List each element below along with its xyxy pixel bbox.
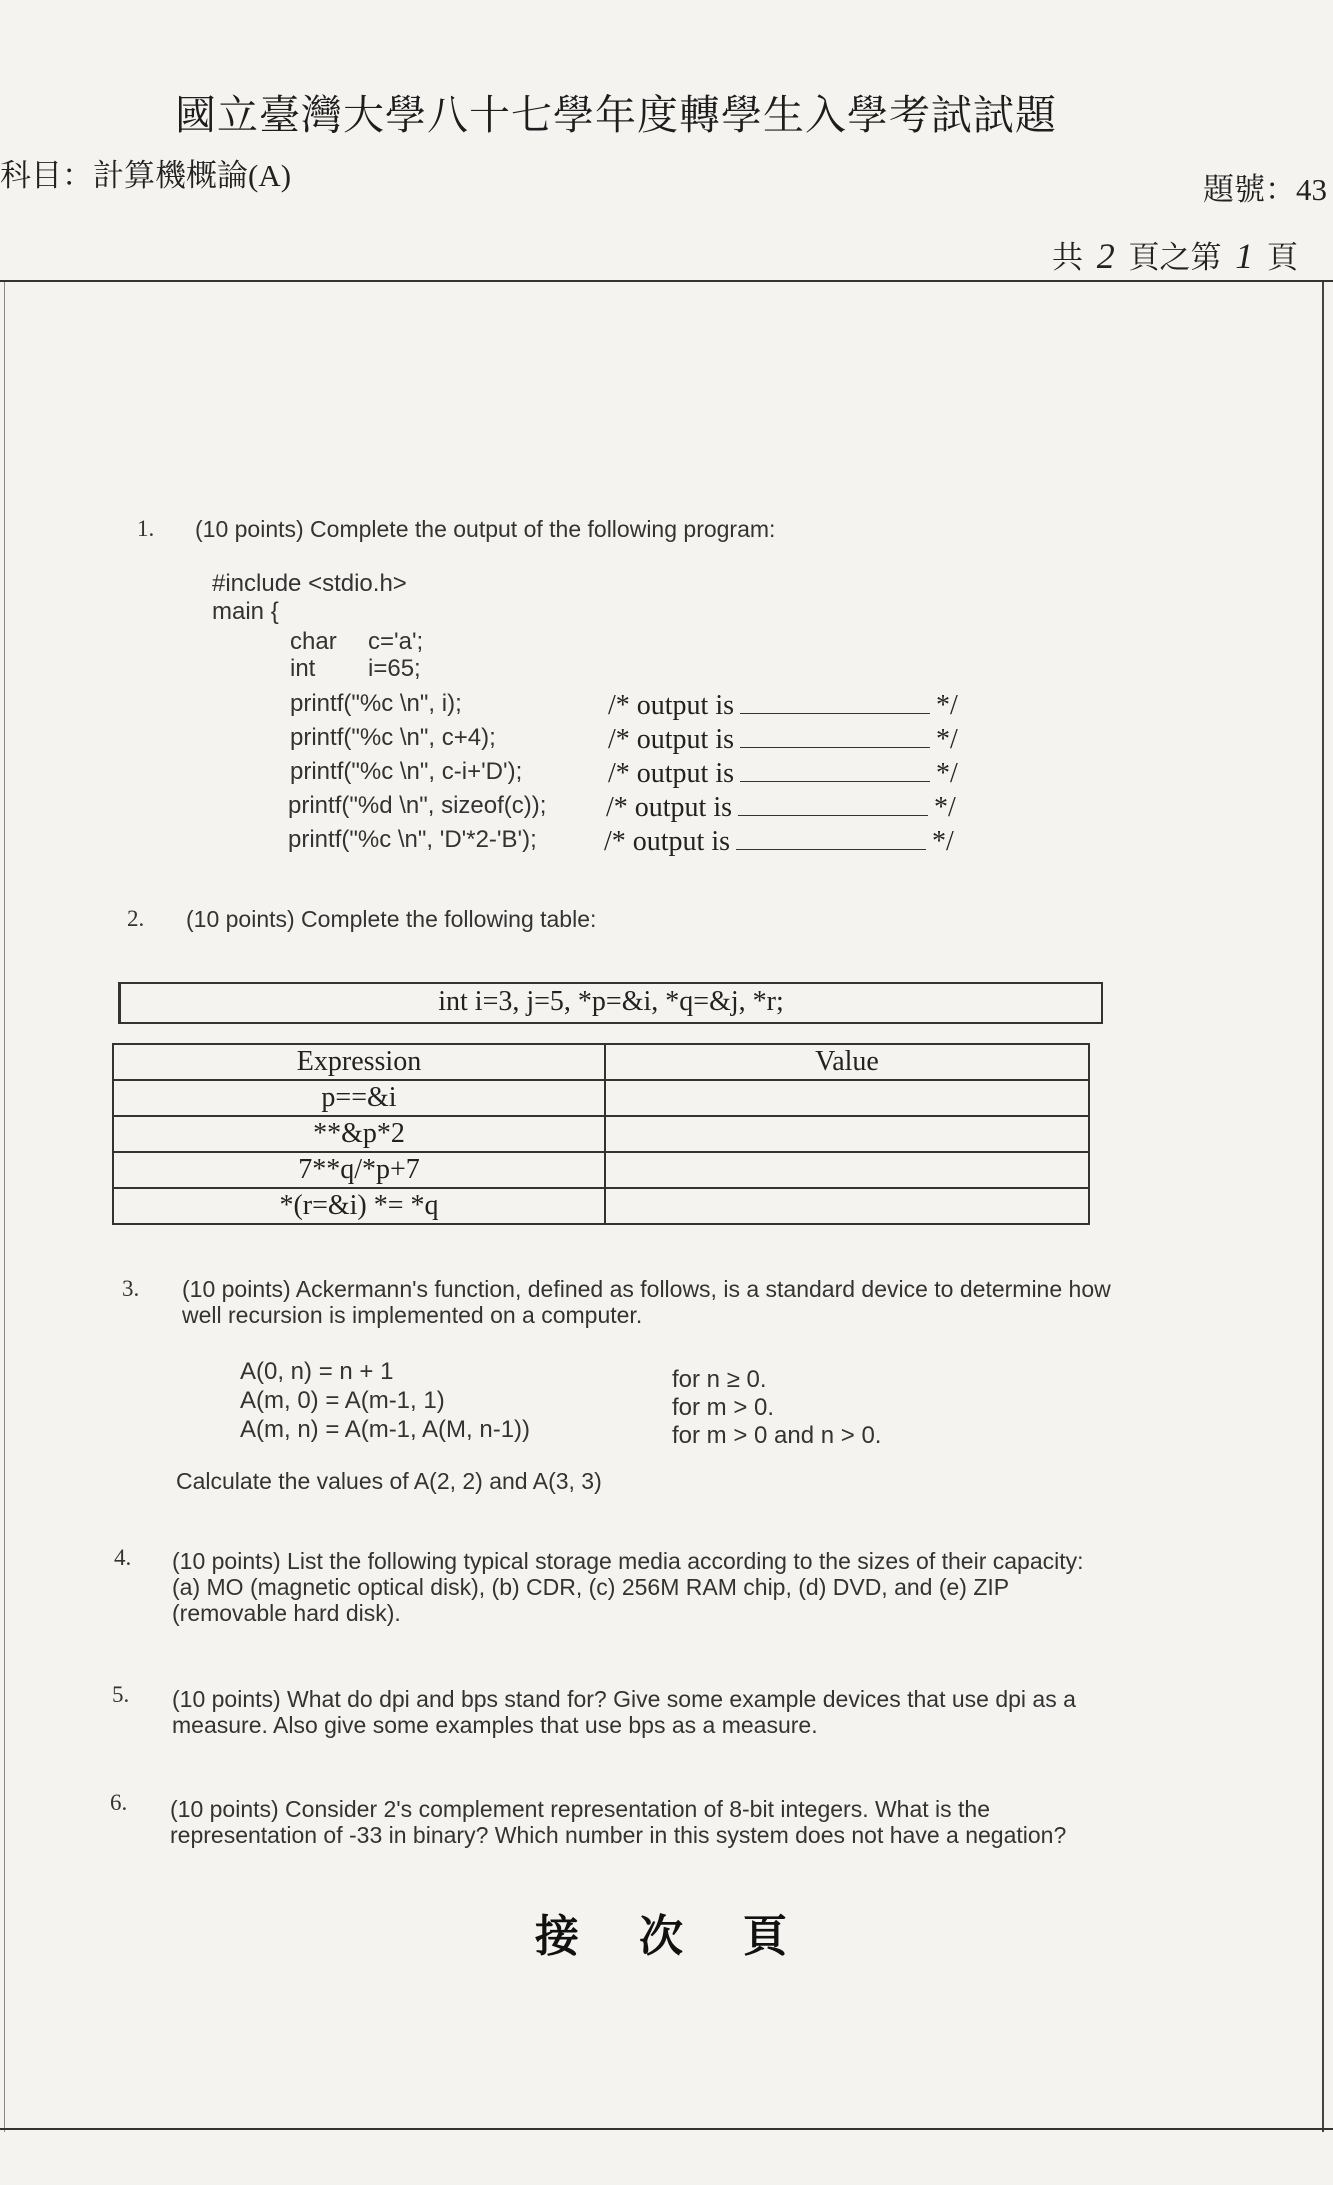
answer-blank[interactable] xyxy=(738,795,928,816)
q3-text: (10 points) Ackermann's function, defined as follows, is a standard device to determine how well recursion is implemented on a computer. xyxy=(182,1276,1111,1328)
comment-open: /* output is xyxy=(608,690,735,721)
q2-number: 2. xyxy=(127,906,145,931)
q5-number: 5. xyxy=(112,1682,130,1707)
ackermann-def: A(m, 0) = A(m-1, 1) xyxy=(240,1387,445,1414)
q6-number: 6. xyxy=(110,1790,128,1815)
q2-declaration: int i=3, j=5, *p=&i, *q=&j, *r; xyxy=(118,982,1103,1024)
expression-cell: *(r=&i) *= *q xyxy=(113,1188,605,1224)
q1-output-comment xyxy=(608,690,958,722)
value-cell[interactable] xyxy=(605,1080,1089,1116)
value-cell[interactable] xyxy=(605,1152,1089,1188)
q1-printf-line: printf("%c \n", c+4); xyxy=(290,724,496,751)
frame-right-border xyxy=(1322,282,1324,2132)
table-header-row xyxy=(113,1044,1089,1080)
answer-blank[interactable] xyxy=(740,761,930,782)
value-cell[interactable] xyxy=(605,1116,1089,1152)
comment-close: */ xyxy=(936,758,958,789)
value-cell[interactable] xyxy=(605,1188,1089,1224)
q1-output-comment xyxy=(606,792,956,824)
subject-label: 科目：計算機概論(A) xyxy=(0,158,292,193)
comment-close: */ xyxy=(934,792,956,823)
q1-output-comment xyxy=(608,758,958,790)
comment-close: */ xyxy=(936,724,958,755)
table-row xyxy=(113,1080,1089,1116)
col-value-header: Value xyxy=(605,1044,1089,1080)
q1-main: main { xyxy=(212,598,279,625)
ackermann-cond: for n ≥ 0. xyxy=(672,1366,767,1393)
q1-printf-line: printf("%c \n", c-i+'D'); xyxy=(290,758,523,785)
q1-int-decl: i=65; xyxy=(368,655,421,682)
q1-number: 1. xyxy=(137,516,155,541)
q1-output-comment xyxy=(608,724,958,756)
page-info-post: 頁 xyxy=(1267,240,1298,275)
frame-left-border xyxy=(4,282,5,2132)
comment-open: /* output is xyxy=(608,724,735,755)
expression-cell: **&p*2 xyxy=(113,1116,605,1152)
page-info xyxy=(1052,232,1298,277)
q4-text: (10 points) List the following typical storage media according to the sizes of their capacity: (a) MO (magnetic optical disk), (b) CDR, (c) 256M RAM chip, (d) DVD, and (e) ZIP (removable hard disk). xyxy=(172,1548,1084,1626)
page-current: 1 xyxy=(1235,236,1254,276)
expression-cell: p==&i xyxy=(113,1080,605,1116)
q1-printf-line: printf("%c \n", 'D'*2-'B'); xyxy=(288,826,537,853)
continued-next-page: 接次頁 xyxy=(535,1911,847,1962)
q1-char-kw: char xyxy=(290,628,337,655)
q1-text: (10 points) Complete the output of the following program: xyxy=(195,516,776,542)
expression-cell: 7**q/*p+7 xyxy=(113,1152,605,1188)
page-info-mid: 頁之第 xyxy=(1128,240,1222,275)
q4-number: 4. xyxy=(114,1545,132,1570)
answer-blank[interactable] xyxy=(736,829,926,850)
table-row xyxy=(113,1116,1089,1152)
q1-char-decl: c='a'; xyxy=(368,628,424,655)
table-row xyxy=(113,1152,1089,1188)
comment-close: */ xyxy=(932,826,954,857)
q1-output-comment xyxy=(604,826,954,858)
comment-open: /* output is xyxy=(606,792,733,823)
page-total: 2 xyxy=(1096,236,1115,276)
col-expression-header: Expression xyxy=(113,1044,605,1080)
q1-printf-line: printf("%d \n", sizeof(c)); xyxy=(288,792,547,819)
ackermann-cond: for m > 0 and n > 0. xyxy=(672,1422,882,1449)
q1-include: #include <stdio.h> xyxy=(212,570,407,597)
answer-blank[interactable] xyxy=(740,727,930,748)
ackermann-def: A(0, n) = n + 1 xyxy=(240,1358,394,1385)
q3-ask: Calculate the values of A(2, 2) and A(3, 3) xyxy=(176,1468,602,1494)
answer-blank[interactable] xyxy=(740,693,930,714)
table-row xyxy=(113,1188,1089,1224)
comment-open: /* output is xyxy=(604,826,731,857)
comment-open: /* output is xyxy=(608,758,735,789)
ackermann-cond: for m > 0. xyxy=(672,1394,775,1421)
q1-int-kw: int xyxy=(290,655,316,682)
q2-text: (10 points) Complete the following table: xyxy=(186,906,597,932)
page-info-pre: 共 xyxy=(1052,240,1083,275)
ackermann-def: A(m, n) = A(m-1, A(M, n-1)) xyxy=(240,1416,531,1443)
header-rule xyxy=(0,280,1333,282)
q6-text: (10 points) Consider 2's complement representation of 8-bit integers. What is the representation of -33 in binary? Which number in this system does not have a negation? xyxy=(170,1796,1067,1848)
q3-number: 3. xyxy=(122,1276,140,1301)
footer-rule xyxy=(0,2128,1333,2130)
comment-close: */ xyxy=(936,690,958,721)
question-number: 題號：43 xyxy=(1203,172,1327,207)
q2-expression-table xyxy=(112,1043,1090,1225)
q1-printf-line: printf("%c \n", i); xyxy=(290,690,462,717)
q5-text: (10 points) What do dpi and bps stand for? Give some example devices that use dpi as a measure. Also give some examples that use bps as a measure. xyxy=(172,1686,1076,1738)
exam-title: 國立臺灣大學八十七學年度轉學生入學考試試題 xyxy=(175,92,1057,138)
